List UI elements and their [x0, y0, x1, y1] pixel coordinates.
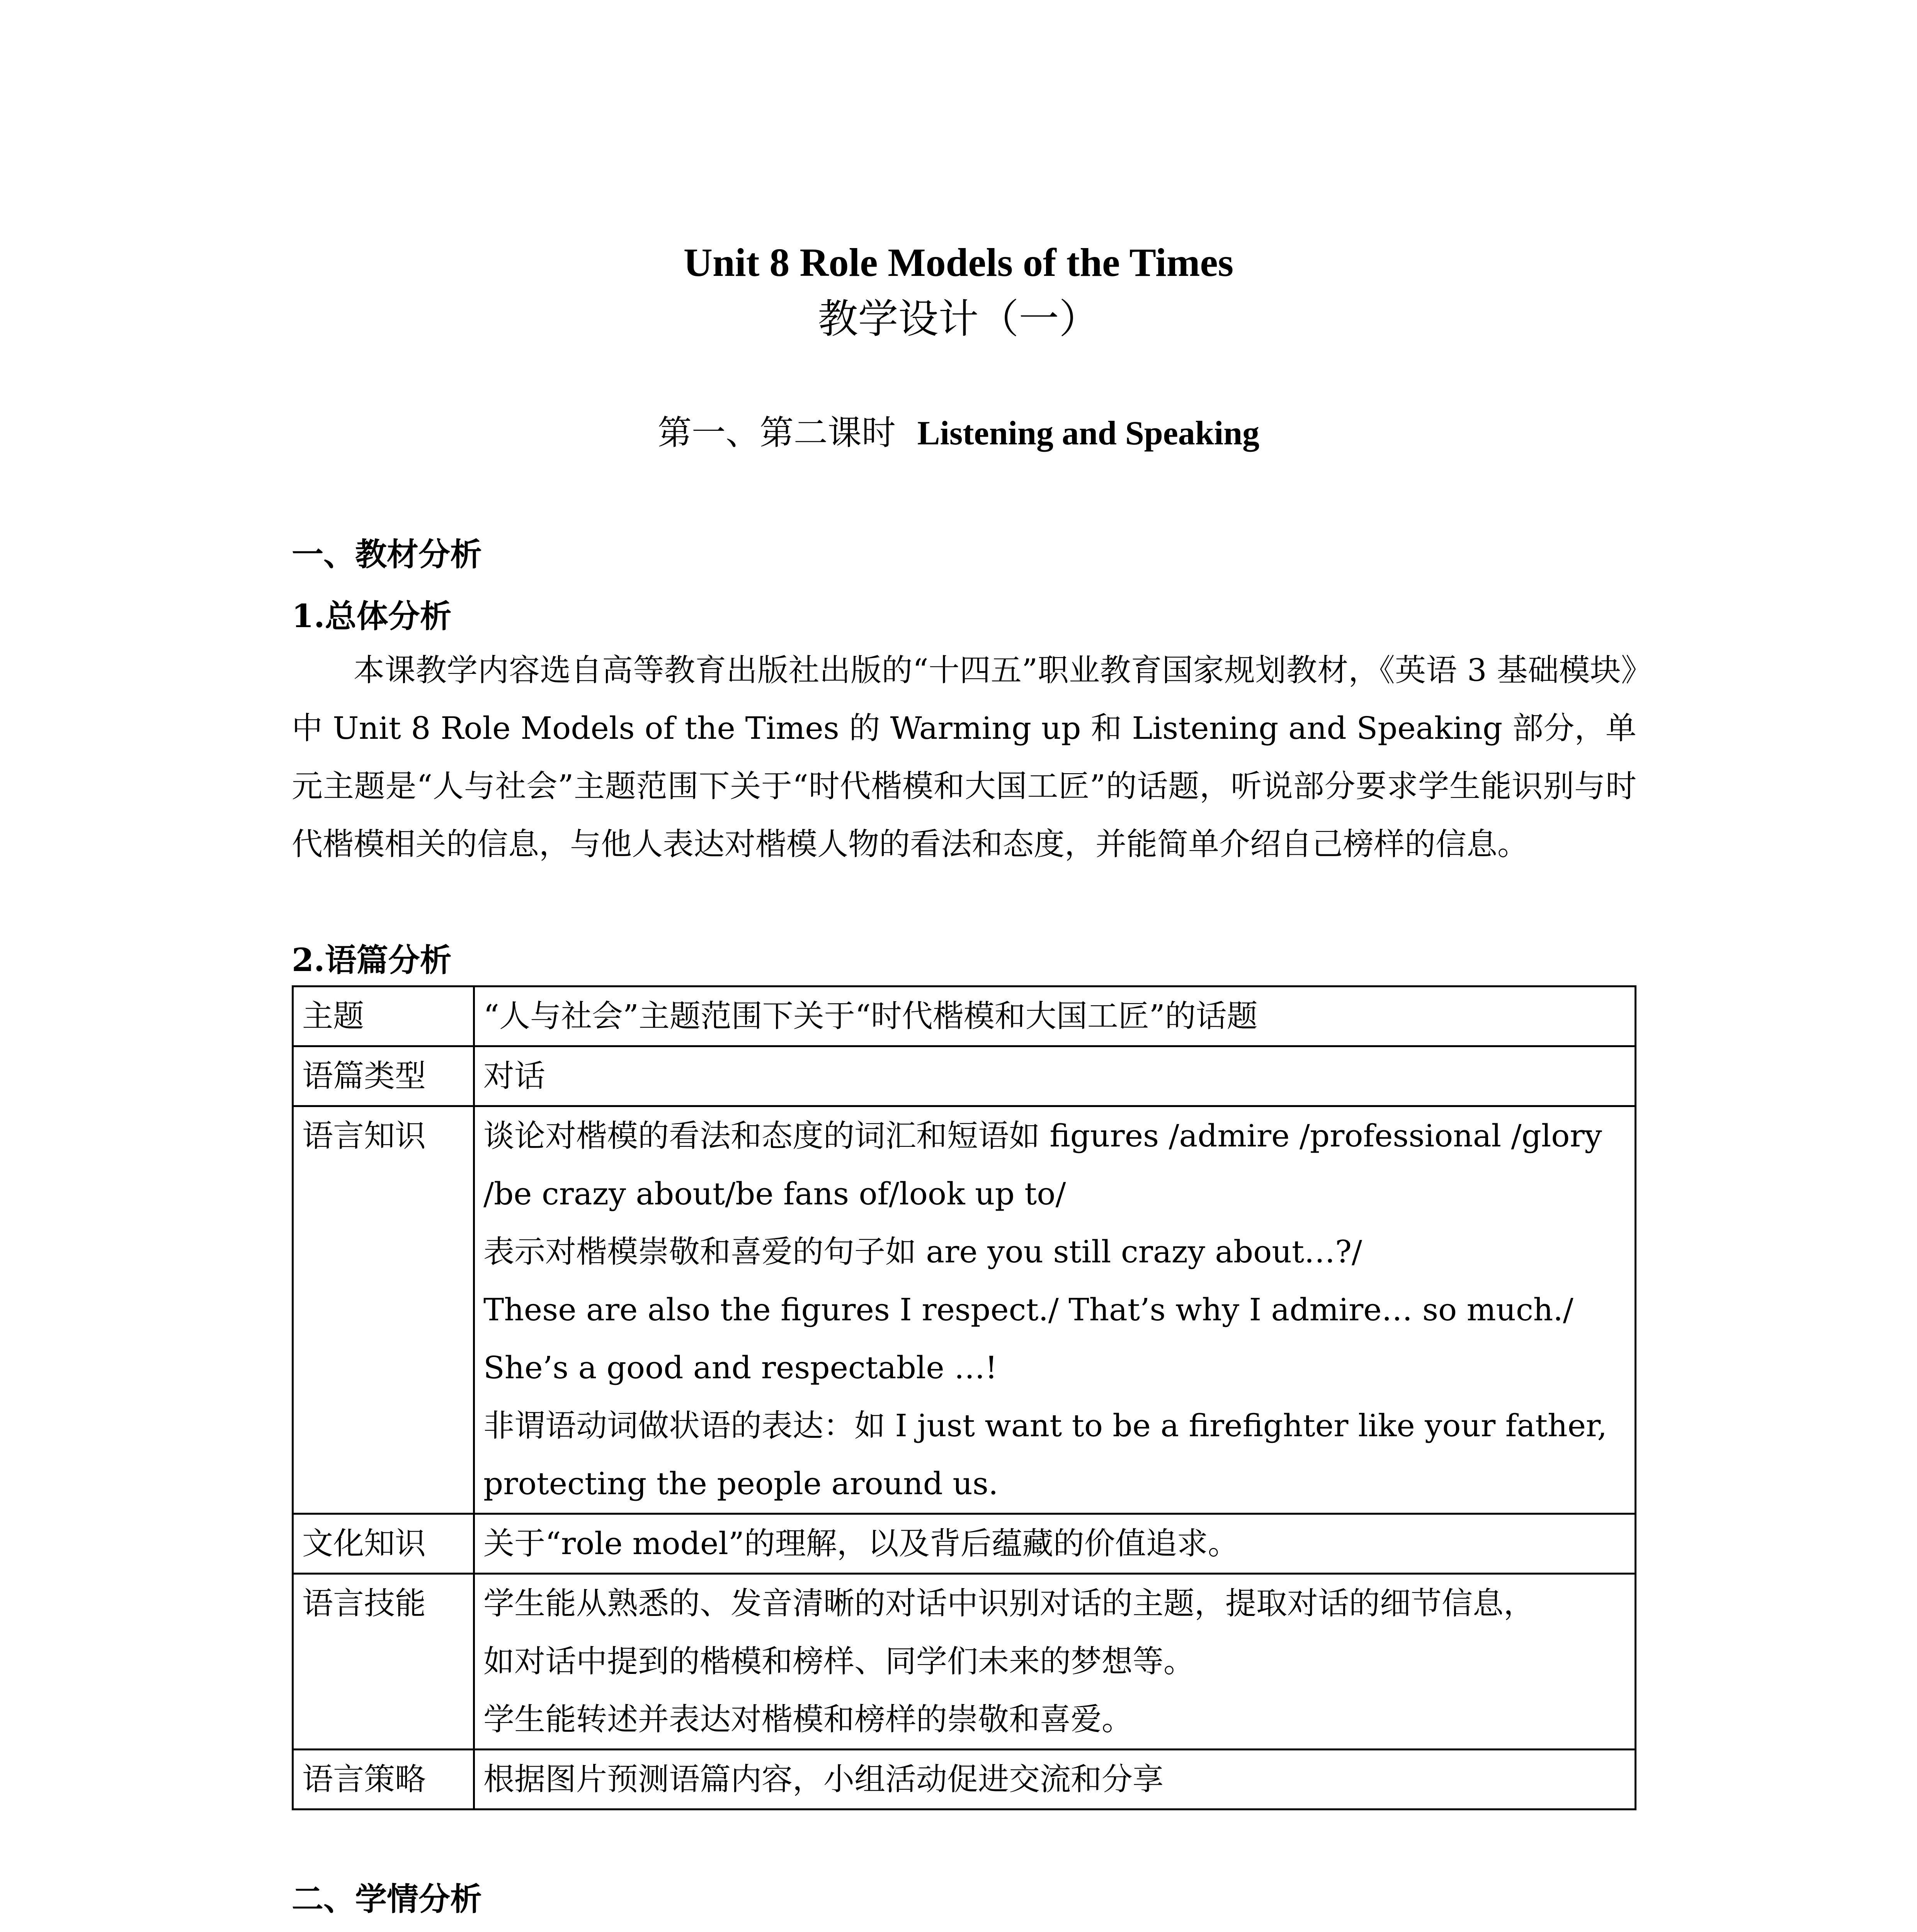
discourse-analysis-table	[292, 985, 1636, 1810]
analysis-row-label: 语言知识	[293, 1106, 474, 1514]
analysis-row-line: 学生能转述并表达对楷模和榜样的崇敬和喜爱。	[483, 1701, 1133, 1737]
subsection-heading-discourse-analysis: 2.语篇分析	[292, 942, 452, 979]
analysis-row-line: 对话	[483, 1058, 545, 1094]
document-title-english: Unit 8 Role Models of the Times	[683, 240, 1234, 285]
analysis-row-line: “人与社会”主题范围下关于“时代楷模和大国工匠”的话题	[483, 998, 1258, 1034]
analysis-row-content	[474, 1750, 1636, 1810]
overall-analysis-paragraph: 本课教学内容选自高等教育出版社出版的“十四五”职业教育国家规划教材，《英语 3 基础模块》中 Unit 8 Role Models of the Times 的 Warming up 和 Listening and Speaking 部分，单元主题是“人与社会”主题范围下关于“时代楷模和大国工匠”的话题，听说部分要求学生能识别与时代楷模相关的信息，与他人表达对楷模人物的看法和态度，并能简单介绍自己榜样的信息。	[292, 652, 1636, 862]
document-title-chinese: 教学设计（一）	[818, 295, 1099, 342]
analysis-row-line: 关于“role model”的理解，以及背后蕴藏的价值追求。	[483, 1526, 1239, 1561]
analysis-table-row	[293, 1574, 1636, 1750]
analysis-table-row	[293, 1046, 1636, 1106]
analysis-row-line: 如对话中提到的楷模和榜样、同学们未来的梦想等。	[483, 1643, 1194, 1679]
analysis-row-content	[474, 1514, 1636, 1574]
analysis-table-row	[293, 1750, 1636, 1810]
analysis-table-row	[293, 1106, 1636, 1514]
analysis-row-label: 主题	[293, 986, 474, 1046]
analysis-row-label: 文化知识	[293, 1514, 474, 1574]
analysis-row-line: She’s a good and respectable …!	[483, 1350, 998, 1386]
analysis-row-content	[474, 1046, 1636, 1106]
analysis-row-line: protecting the people around us.	[483, 1466, 998, 1502]
analysis-row-line: 谈论对楷模的看法和态度的词汇和短语如 figures /admire /professional /glory	[483, 1118, 1602, 1154]
lesson-subtitle-english: Listening and Speaking	[917, 415, 1260, 452]
analysis-row-content	[474, 986, 1636, 1046]
analysis-row-label: 语篇类型	[293, 1046, 474, 1106]
analysis-table-row	[293, 986, 1636, 1046]
subsection-heading-overall-analysis: 1.总体分析	[292, 598, 452, 635]
section-heading-learner-analysis: 二、学情分析	[292, 1881, 482, 1918]
analysis-table-row	[293, 1514, 1636, 1574]
analysis-row-line: 学生能从熟悉的、发音清晰的对话中识别对话的主题，提取对话的细节信息，	[483, 1585, 1534, 1621]
analysis-row-line: 非谓语动词做状语的表达：如 I just want to be a firefighter like your father,	[483, 1408, 1607, 1444]
analysis-row-content	[474, 1574, 1636, 1750]
lesson-subtitle-chinese: 第一、第二课时	[657, 413, 896, 452]
analysis-row-line: These are also the figures I respect./ That’s why I admire… so much./	[483, 1292, 1573, 1328]
analysis-row-line: 根据图片预测语篇内容，小组活动促进交流和分享	[483, 1761, 1163, 1797]
analysis-row-line: 表示对楷模崇敬和喜爱的句子如 are you still crazy about…?/	[483, 1234, 1362, 1270]
analysis-row-label: 语言策略	[293, 1750, 474, 1810]
analysis-row-label: 语言技能	[293, 1574, 474, 1750]
lesson-subtitle	[0, 410, 1917, 457]
section-heading-textbook-analysis: 一、教材分析	[292, 536, 482, 573]
analysis-row-content	[474, 1106, 1636, 1514]
analysis-row-line: /be crazy about/be fans of/look up to/	[483, 1176, 1066, 1212]
